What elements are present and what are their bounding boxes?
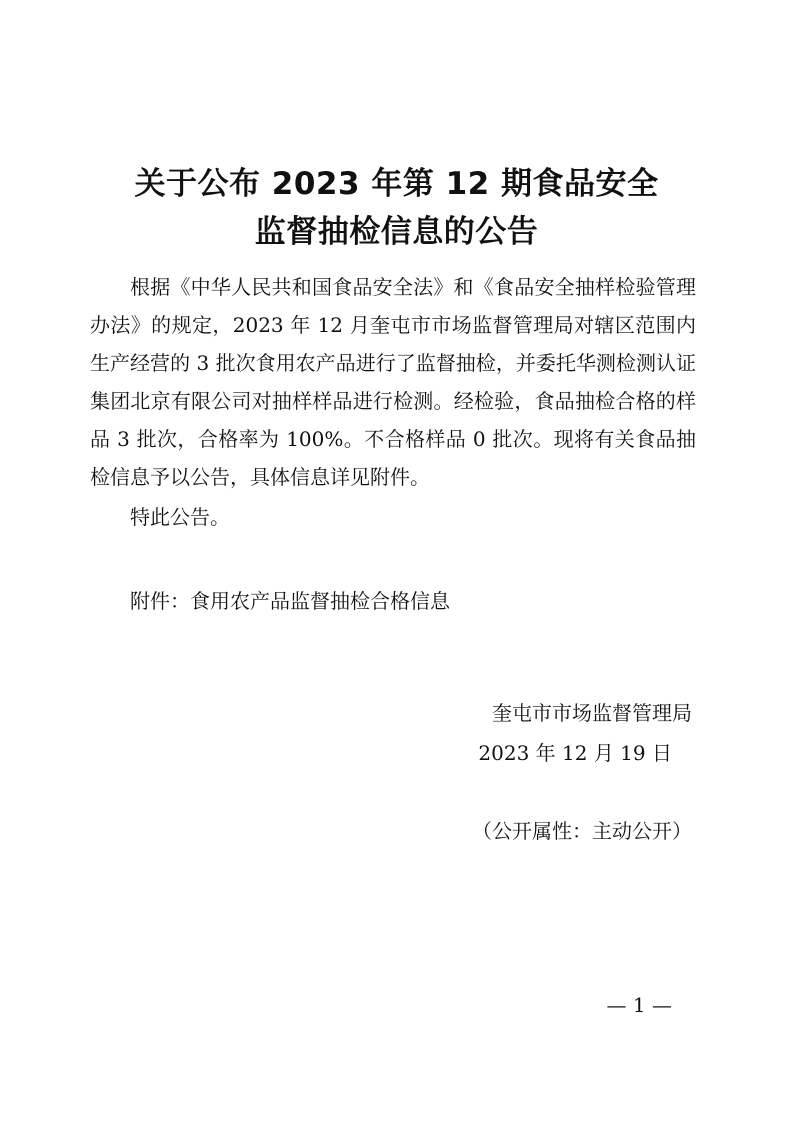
issue-date: 2023 年 12 月 19 日 <box>478 741 672 765</box>
document-title-line-1: 关于公布 2023 年第 12 期食品安全 <box>134 165 659 202</box>
special-notice: 特此公告。 <box>130 505 230 529</box>
announcement-paragraph: 根据《中华人民共和国食品安全法》和《食品安全抽样检验管理办法》的规定，2023 年 12 月奎屯市市场监督管理局对辖区范围内生产经营的 3 批次食用农产品进行了监督抽检，并委托华测检测认证集团北京有限公司对抽样样品进行检测。经检验，食品抽检合格的样品 3 批次，合格率为 100%。不合格样品 0 批次。现将有关食品抽检信息予以公告，具体信息详见附件。 <box>90 275 696 489</box>
document-body <box>90 268 696 496</box>
issuing-organization: 奎屯市市场监督管理局 <box>492 701 692 725</box>
disclosure-attribute: （公开属性：主动公开） <box>472 819 692 843</box>
document-title-line-2: 监督抽检信息的公告 <box>254 213 539 250</box>
attachment-reference: 附件：食用农产品监督抽检合格信息 <box>130 589 450 613</box>
page-number: — 1 — <box>606 993 672 1017</box>
